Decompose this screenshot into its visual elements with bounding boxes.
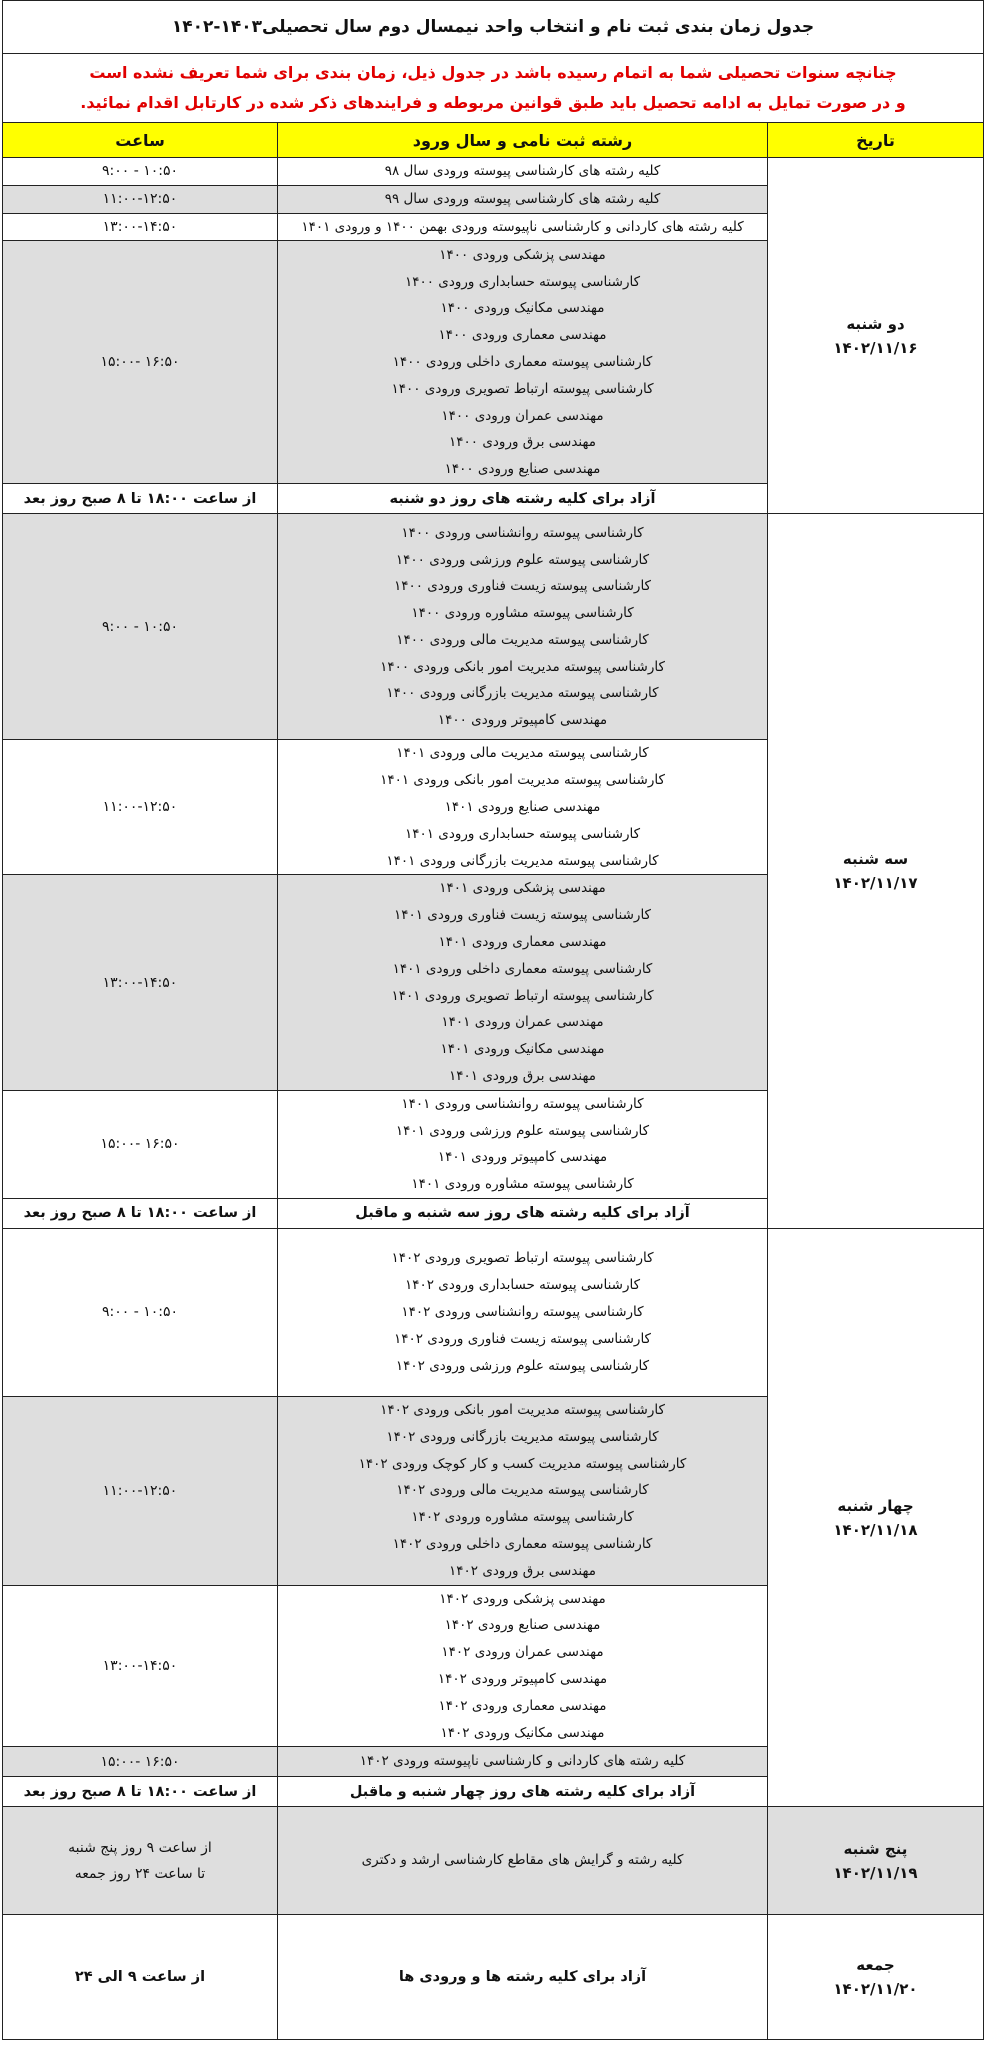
free-time: از ساعت ۱۸:۰۰ تا ۸ صبح روز بعد — [2, 1777, 277, 1807]
major-item: کارشناسی پیوسته مدیریت بازرگانی ورودی ۱۴۰۱ — [386, 852, 659, 869]
major-item: کارشناسی پیوسته معماری داخلی ورودی ۱۴۰۲ — [392, 1535, 653, 1552]
header-major: رشته ثبت نامی و سال ورود — [278, 123, 768, 158]
majors-cell — [278, 740, 768, 875]
table-row — [2, 1228, 983, 1396]
major-item: مهندسی عمران ورودی ۱۴۰۲ — [441, 1644, 604, 1661]
major-item: کلیه رشته های کاردانی و کارشناسی ناپیوسته ورودی ۱۴۰۲ — [359, 1753, 686, 1770]
major-item: مهندسی کامپیوتر ورودی ۱۴۰۰ — [437, 712, 608, 729]
time-line: از ساعت ۹ روز پنج شنبه — [68, 1839, 212, 1856]
major-item: کارشناسی پیوسته حسابداری ورودی ۱۴۰۰ — [404, 273, 641, 290]
majors-cell — [278, 875, 768, 1090]
majors-cell — [278, 185, 768, 213]
free-text: آزاد برای کلیه رشته های روز چهار شنبه و ماقبل — [278, 1777, 768, 1807]
schedule-document — [3, 0, 984, 2040]
header-time: ساعت — [2, 123, 277, 158]
day-name: چهار شنبه — [837, 1496, 914, 1515]
majors-cell — [278, 1585, 768, 1747]
majors-cell — [278, 1228, 768, 1396]
major-item: کارشناسی پیوسته مدیریت بازرگانی ورودی ۱۴۰۲ — [386, 1428, 659, 1445]
notice-box — [2, 54, 983, 123]
time-cell: از ساعت ۹ الی ۲۴ — [2, 1915, 277, 2040]
major-item: کارشناسی پیوسته معماری داخلی ورودی ۱۴۰۰ — [392, 353, 653, 370]
major-item: مهندسی معماری ورودی ۱۴۰۱ — [438, 933, 607, 950]
time-cell: ۱۵:۰۰- ۱۶:۵۰ — [2, 1747, 277, 1777]
header-date: تاریخ — [768, 123, 984, 158]
day-cell — [768, 514, 984, 1229]
major-item: کارشناسی پیوسته مدیریت کسب و کار کوچک ورودی ۱۴۰۲ — [358, 1455, 687, 1472]
schedule-table — [2, 0, 984, 2040]
major-item: مهندسی برق ورودی ۱۴۰۰ — [449, 434, 596, 451]
major-item: کارشناسی پیوسته روانشناسی ورودی ۱۴۰۱ — [401, 1095, 644, 1112]
time-cell: ۹:۰۰ - ۱۰:۵۰ — [2, 158, 277, 186]
major-item: کارشناسی پیوسته ارتباط تصویری ورودی ۱۴۰۱ — [391, 987, 654, 1004]
time-cell: ۹:۰۰ - ۱۰:۵۰ — [2, 514, 277, 740]
major-item: کارشناسی پیوسته روانشناسی ورودی ۱۴۰۰ — [401, 524, 644, 541]
majors-cell — [278, 1807, 768, 1915]
time-cell: ۹:۰۰ - ۱۰:۵۰ — [2, 1228, 277, 1396]
major-item: کارشناسی پیوسته مدیریت مالی ورودی ۱۴۰۲ — [396, 1482, 649, 1499]
major-item: کارشناسی پیوسته مدیریت مالی ورودی ۱۴۰۱ — [396, 745, 649, 762]
time-cell: ۱۵:۰۰- ۱۶:۵۰ — [2, 1090, 277, 1198]
major-item: کارشناسی پیوسته مدیریت امور بانکی ورودی ۱۴۰۰ — [380, 658, 665, 675]
major-item: کارشناسی پیوسته معماری داخلی ورودی ۱۴۰۱ — [392, 960, 653, 977]
time-cell: ۱۳:۰۰-۱۴:۵۰ — [2, 1585, 277, 1747]
day-cell — [768, 158, 984, 514]
major-item: کارشناسی پیوسته مشاوره ورودی ۱۴۰۲ — [411, 1509, 634, 1526]
majors-cell — [278, 158, 768, 186]
major-item: کلیه رشته و گرایش های مقاطع کارشناسی ارشد و دکتری — [361, 1852, 684, 1869]
major-item: کارشناسی پیوسته ارتباط تصویری ورودی ۱۴۰۲ — [391, 1250, 654, 1267]
major-item: کارشناسی پیوسته مشاوره ورودی ۱۴۰۱ — [411, 1176, 634, 1193]
major-item: مهندسی پزشکی ورودی ۱۴۰۲ — [439, 1590, 606, 1607]
time-cell: ۱۳:۰۰-۱۴:۵۰ — [2, 875, 277, 1090]
major-item: کارشناسی پیوسته حسابداری ورودی ۱۴۰۲ — [404, 1277, 641, 1294]
time-cell: ۱۱:۰۰-۱۲:۵۰ — [2, 740, 277, 875]
table-row — [2, 1915, 983, 2040]
day-date: ۱۴۰۲/۱۱/۱۹ — [833, 1863, 918, 1882]
major-item: کلیه رشته های کارشناسی پیوسته ورودی سال ۹۹ — [384, 190, 661, 207]
major-item: مهندسی کامپیوتر ورودی ۱۴۰۲ — [437, 1670, 608, 1687]
major-item: مهندسی برق ورودی ۱۴۰۲ — [449, 1562, 596, 1579]
table-row — [2, 514, 983, 740]
majors-cell — [278, 213, 768, 241]
major-item: کارشناسی پیوسته علوم ورزشی ورودی ۱۴۰۱ — [395, 1122, 650, 1139]
majors-cell — [278, 241, 768, 484]
free-text: آزاد برای کلیه رشته های روز سه شنبه و ماقبل — [278, 1198, 768, 1228]
major-item: کارشناسی پیوسته روانشناسی ورودی ۱۴۰۲ — [401, 1304, 644, 1321]
majors-cell — [278, 1396, 768, 1585]
major-item: مهندسی مکانیک ورودی ۱۴۰۰ — [440, 300, 605, 317]
day-date: ۱۴۰۲/۱۱/۱۸ — [833, 1520, 918, 1539]
time-cell: ۱۳:۰۰-۱۴:۵۰ — [2, 213, 277, 241]
major-item: کلیه رشته های کاردانی و کارشناسی ناپیوسته ورودی بهمن ۱۴۰۰ و ورودی ۱۴۰۱ — [301, 218, 744, 235]
major-item: مهندسی معماری ورودی ۱۴۰۰ — [438, 327, 607, 344]
table-header-row — [2, 123, 983, 158]
major-item: کارشناسی پیوسته مدیریت امور بانکی ورودی ۱۴۰۲ — [380, 1401, 665, 1418]
major-item: مهندسی کامپیوتر ورودی ۱۴۰۱ — [437, 1149, 608, 1166]
day-name: جمعه — [856, 1956, 895, 1975]
major-item: مهندسی پزشکی ورودی ۱۴۰۱ — [439, 880, 606, 897]
notice-line-1: چنانچه سنوات تحصیلی شما به اتمام رسیده باشد در جدول ذیل، زمان بندی برای شما تعریف نشده است — [89, 63, 897, 82]
majors-cell — [278, 1090, 768, 1198]
majors-cell — [278, 514, 768, 740]
major-item: کارشناسی پیوسته حسابداری ورودی ۱۴۰۱ — [404, 825, 641, 842]
majors-cell — [278, 1747, 768, 1777]
free-text: آزاد برای کلیه رشته های روز دو شنبه — [278, 484, 768, 514]
major-item: کارشناسی پیوسته علوم ورزشی ورودی ۱۴۰۰ — [395, 551, 650, 568]
day-name: سه شنبه — [842, 850, 909, 869]
major-item: کلیه رشته های کارشناسی پیوسته ورودی سال ۹۸ — [384, 163, 661, 179]
major-item: مهندسی مکانیک ورودی ۱۴۰۲ — [440, 1724, 605, 1741]
major-item: کارشناسی پیوسته علوم ورزشی ورودی ۱۴۰۲ — [395, 1357, 650, 1374]
time-cell: ۱۱:۰۰-۱۲:۵۰ — [2, 1396, 277, 1585]
day-name: پنج شنبه — [843, 1839, 908, 1858]
day-date: ۱۴۰۲/۱۱/۱۷ — [833, 874, 918, 893]
major-item: مهندسی صنایع ورودی ۱۴۰۲ — [444, 1617, 601, 1634]
day-name: دو شنبه — [846, 314, 905, 333]
major-item: کارشناسی پیوسته زیست فناوری ورودی ۱۴۰۲ — [394, 1330, 651, 1347]
page-title: جدول زمان بندی ثبت نام و انتخاب واحد نیمسال دوم سال تحصیلی۱۴۰۳-۱۴۰۲ — [2, 1, 983, 54]
major-item: مهندسی معماری ورودی ۱۴۰۲ — [438, 1697, 607, 1714]
major-item: کارشناسی پیوسته زیست فناوری ورودی ۱۴۰۱ — [394, 907, 651, 924]
major-item: کارشناسی پیوسته مدیریت مالی ورودی ۱۴۰۰ — [396, 631, 649, 648]
major-item: مهندسی برق ورودی ۱۴۰۱ — [449, 1067, 596, 1084]
free-time: از ساعت ۱۸:۰۰ تا ۸ صبح روز بعد — [2, 484, 277, 514]
majors-cell — [278, 1915, 768, 2040]
major-item: مهندسی صنایع ورودی ۱۴۰۱ — [444, 798, 601, 815]
major-item: مهندسی پزشکی ورودی ۱۴۰۰ — [439, 246, 606, 263]
day-cell — [768, 1915, 984, 2040]
major-item: کارشناسی پیوسته زیست فناوری ورودی ۱۴۰۰ — [394, 578, 651, 595]
major-item: مهندسی عمران ورودی ۱۴۰۰ — [441, 407, 604, 424]
time-cell: ۱۱:۰۰-۱۲:۵۰ — [2, 185, 277, 213]
time-cell: ۱۵:۰۰- ۱۶:۵۰ — [2, 241, 277, 484]
day-cell — [768, 1807, 984, 1915]
major-item: مهندسی صنایع ورودی ۱۴۰۰ — [444, 461, 601, 478]
notice-line-2: و در صورت تمایل به ادامه تحصیل باید طبق قوانین مربوطه و فرایندهای ذکر شده در کارتابل اقدام نمائید. — [80, 93, 906, 112]
major-item: مهندسی عمران ورودی ۱۴۰۱ — [441, 1014, 604, 1031]
time-cell — [2, 1807, 277, 1915]
day-date: ۱۴۰۲/۱۱/۱۶ — [833, 338, 918, 357]
day-cell — [768, 1228, 984, 1806]
major-item: کارشناسی پیوسته مدیریت بازرگانی ورودی ۱۴۰۰ — [386, 685, 659, 702]
major-item: مهندسی مکانیک ورودی ۱۴۰۱ — [440, 1041, 605, 1058]
major-item: کارشناسی پیوسته مشاوره ورودی ۱۴۰۰ — [411, 605, 634, 622]
free-time: از ساعت ۱۸:۰۰ تا ۸ صبح روز بعد — [2, 1198, 277, 1228]
major-item: آزاد برای کلیه رشته ها و ورودی ها — [398, 1968, 647, 1985]
table-row — [2, 158, 983, 186]
time-line: تا ساعت ۲۴ روز جمعه — [74, 1865, 206, 1882]
day-date: ۱۴۰۲/۱۱/۲۰ — [833, 1980, 918, 1999]
major-item: کارشناسی پیوسته مدیریت امور بانکی ورودی ۱۴۰۱ — [380, 772, 665, 789]
major-item: کارشناسی پیوسته ارتباط تصویری ورودی ۱۴۰۰ — [391, 380, 654, 397]
table-row — [2, 1807, 983, 1915]
